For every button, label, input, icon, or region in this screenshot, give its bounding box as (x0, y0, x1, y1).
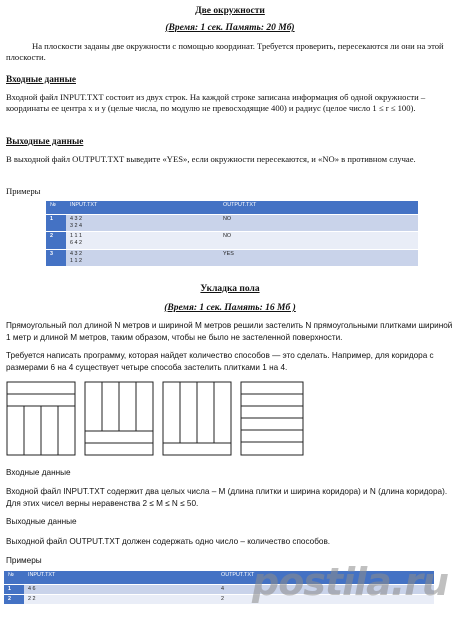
row-num: 1 (46, 215, 66, 232)
problem2-input-text: Входной файл INPUT.TXT содержит два целых числа – M (длина плитки и ширина коридора) и N (длина коридора). Для этих чисел верны неравенства 2 ≤ M ≤ N ≤ 50. (6, 487, 448, 508)
problem2-statement-2: Требуется написать программу, которая найдет количество способов — это сделать. Например, для коридора с размерами 6 на 4 существует четыре способа застелить плитками 1 на 4. (6, 351, 434, 372)
problem1-input-text: Входной файл INPUT.TXT состоит из двух строк. На каждой строке записана информация об одной окружности – координаты ее центра x и y (целые числа, по модулю не превосходящие 400) и радиус (целое число 1 ≤ r ≤ 100). (6, 92, 426, 114)
problem2-examples-label: Примеры (6, 556, 42, 565)
row-output: NO (219, 215, 418, 232)
row-num: 1 (4, 585, 24, 595)
row-output: 2 (217, 595, 434, 605)
col-output-header: OUTPUT.TXT (219, 201, 418, 215)
problem1-input-heading: Входные данные (6, 75, 76, 85)
col-num-header: № (46, 201, 66, 215)
col-input-header: INPUT.TXT (24, 571, 217, 585)
input-line: 1 1 2 (70, 257, 82, 264)
col-num-header: № (4, 571, 24, 585)
input-line: 1 1 1 (70, 233, 82, 240)
problem1-output-heading: Выходные данные (6, 137, 84, 147)
problem2-output-heading: Выходные данные (6, 517, 77, 526)
row-num: 3 (46, 249, 66, 266)
tiling-variant-3 (163, 382, 231, 455)
problem1-output-text: В выходной файл OUTPUT.TXT выведите «YES», если окружности пересекаются, и «NO» в противном случае. (6, 154, 416, 164)
table-row (46, 249, 418, 266)
problem2-statement-1: Прямоугольный пол длиной N метров и шириной M метров решили застелить N прямоугольными плитками шириной 1 метр и длиной M метров, таким образом, чтобы не было не застеленной поверхности. (6, 321, 453, 342)
problem1-examples-table (46, 201, 418, 267)
input-line: 4 3 2 (70, 250, 82, 257)
table-row (46, 232, 418, 249)
table-header-row (46, 201, 418, 215)
problem1-title: Две окружности (195, 6, 265, 16)
tiling-variant-2 (85, 382, 153, 455)
input-line: 6 4 2 (70, 240, 82, 247)
col-input-header: INPUT.TXT (66, 201, 219, 215)
row-num: 2 (46, 232, 66, 249)
row-input: 2 2 (24, 595, 217, 605)
tiling-variant-1 (7, 382, 75, 455)
problem2-limits: (Время: 1 сек. Память: 16 Мб ) (164, 303, 296, 313)
watermark-logo: postila.ru (252, 560, 449, 604)
tiling-variant-4 (241, 382, 303, 455)
row-input (66, 249, 219, 266)
input-line: 3 2 4 (70, 223, 82, 230)
row-input (66, 232, 219, 249)
col-output-header: OUTPUT.TXT (217, 571, 434, 585)
input-line: 4 3 2 (70, 216, 82, 222)
tiling-examples (6, 381, 306, 457)
row-input: 4 6 (24, 585, 217, 595)
problem1-limits: (Время: 1 сек. Память: 20 Мб) (165, 23, 295, 33)
table-row (46, 215, 418, 232)
problem2-output-text: Выходной файл OUTPUT.TXT должен содержать одно число – количество способов. (6, 537, 331, 546)
problem2-input-heading: Входные данные (6, 468, 71, 477)
row-output: 4 (217, 585, 434, 595)
row-output: YES (219, 249, 418, 266)
problem1-statement: На плоскости заданы две окружности с помощью координат. Требуется проверить, пересекаются ли они на этой плоскости. (6, 41, 444, 63)
row-num: 2 (4, 595, 24, 605)
row-input (66, 215, 219, 232)
problem1-examples-label: Примеры (6, 186, 41, 196)
row-output: NO (219, 232, 418, 249)
problem2-title: Укладка пола (200, 284, 260, 294)
